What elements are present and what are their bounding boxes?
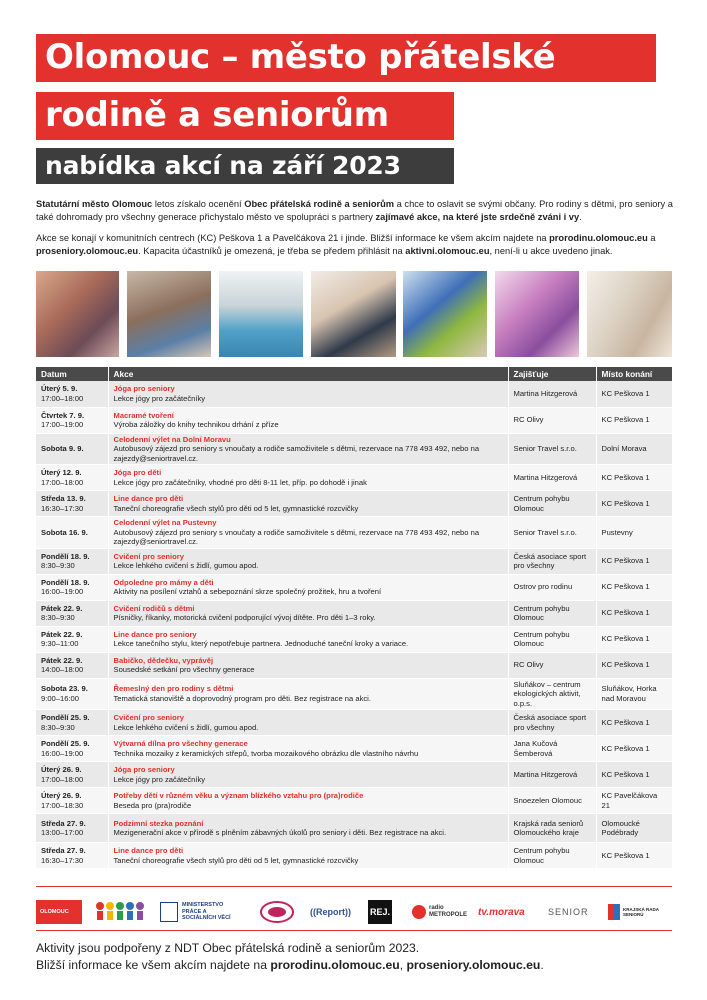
cell-date xyxy=(36,381,108,407)
event-time: 16:30–17:30 xyxy=(41,503,84,513)
cell-organizer: Senior Travel s.r.o. xyxy=(508,517,596,549)
krajska-flag-icon xyxy=(608,904,620,920)
event-day: Sobota 9. 9. xyxy=(41,444,84,453)
event-time: 17:00–18:00 xyxy=(41,393,84,403)
event-day: Pátek 22. 9. xyxy=(41,603,83,613)
cell-event xyxy=(108,736,508,762)
table-row xyxy=(36,843,672,869)
logo-mpsv: MINISTERSTVO PRÁCE A SOCIÁLNÍCH VĚCÍ xyxy=(160,900,244,924)
moravia-badge-icon xyxy=(260,901,294,923)
cell-date xyxy=(36,433,108,465)
cell-organizer: Jana Kučová Šemberová xyxy=(508,736,596,762)
event-time: 8:30–9:30 xyxy=(41,722,75,732)
photo-macrame xyxy=(587,271,672,357)
cell-venue: Sluňákov, Horka nad Moravou xyxy=(596,678,672,710)
table-row xyxy=(36,491,672,517)
cell-organizer: Centrum pohybu Olomouc xyxy=(508,843,596,869)
cell-organizer: Martina Hitzgerová xyxy=(508,762,596,788)
cell-venue: KC Peškova 1 xyxy=(596,491,672,517)
cell-date xyxy=(36,548,108,574)
cell-venue: KC Peškova 1 xyxy=(596,465,672,491)
event-title: Podzimní stezka poznání xyxy=(113,818,204,828)
event-day: Středa 27. 9. xyxy=(41,818,86,828)
event-day: Úterý 26. 9. xyxy=(41,765,82,774)
event-time: 16:30–17:30 xyxy=(41,855,84,865)
event-title: Macramé tvoření xyxy=(113,410,174,420)
divider-top xyxy=(36,886,672,887)
cell-organizer: Ostrov pro rodinu xyxy=(508,574,596,600)
photo-strip xyxy=(36,271,672,357)
cell-date xyxy=(36,678,108,710)
event-time: 17:00–19:00 xyxy=(41,420,84,429)
event-title: Jóga pro děti xyxy=(113,468,162,477)
footer-link-proseniory[interactable]: proseniory.olomouc.eu xyxy=(406,958,541,972)
logo-radio-metropole: radio METROPOLE xyxy=(412,900,468,924)
table-row xyxy=(36,574,672,600)
cell-organizer: RC Olivy xyxy=(508,407,596,433)
event-title: Line dance pro seniory xyxy=(113,629,197,639)
event-description: Lekce lehkého cvičení s židlí, gumou apod. xyxy=(113,561,259,570)
event-time: 17:00–18:00 xyxy=(41,774,84,784)
event-day: Úterý 26. 9. xyxy=(41,791,82,800)
cell-date xyxy=(36,788,108,814)
photo-family-yoga xyxy=(311,271,396,357)
event-description: Taneční choreografie všech stylů pro děti od 5 let, gymnastické rozcvičky xyxy=(113,503,359,513)
cell-date xyxy=(36,491,108,517)
photo-children-playing xyxy=(403,271,487,357)
event-day: Sobota 16. 9. xyxy=(41,527,88,537)
event-title: Celodenní výlet na Pustevny xyxy=(113,518,217,527)
event-title: Odpoledne pro mámy a děti xyxy=(113,577,214,587)
event-description: Lekce jógy pro začátečníky, vhodné pro děti 8-11 let, příp. po dohodě i jinak xyxy=(113,477,367,487)
cell-date xyxy=(36,600,108,626)
header-event: Akce xyxy=(108,367,508,381)
event-day: Pondělí 18. 9. xyxy=(41,551,90,561)
event-day: Pondělí 25. 9. xyxy=(41,713,90,722)
header-organizer: Zajišťuje xyxy=(508,367,596,381)
footer-link-prorodinu[interactable]: prorodinu.olomouc.eu xyxy=(270,958,400,972)
logo-olomouc: OLOMOUC xyxy=(36,900,82,924)
cell-event xyxy=(108,548,508,574)
cell-organizer: RC Olivy xyxy=(508,652,596,678)
table-header-row xyxy=(36,367,672,381)
cell-date xyxy=(36,710,108,736)
cell-event xyxy=(108,491,508,517)
cell-organizer: Martina Hitzgerová xyxy=(508,381,596,407)
event-time: 16:00–19:00 xyxy=(41,748,84,758)
event-description: Beseda pro (pra)rodiče xyxy=(113,800,192,810)
header-date: Datum xyxy=(36,367,108,381)
event-description: Tematická stanoviště a doprovodný program pro děti. Bez registrace na akci. xyxy=(113,693,371,703)
event-time: 13:00–17:00 xyxy=(41,828,84,837)
event-day: Pondělí 18. 9. xyxy=(41,577,90,587)
event-title: Cvičení pro seniory xyxy=(113,713,184,722)
table-row xyxy=(36,762,672,788)
event-day: Úterý 5. 9. xyxy=(41,384,78,394)
cell-organizer: Krajská rada seniorů Olomouckého kraje xyxy=(508,814,596,843)
cell-organizer: Centrum pohybu Olomouc xyxy=(508,600,596,626)
table-row xyxy=(36,465,672,491)
cell-organizer: Česká asociace sport pro všechny xyxy=(508,710,596,736)
event-description: Lekce jógy pro začátečníky xyxy=(113,393,206,403)
event-description: Autobusový zájezd pro seniory s vnoučaty a rodiče samoživitele s dětmi, rezervace na 778 493 492, nebo na zajezdy@seniortravel.cz. xyxy=(113,527,480,546)
intro-paragraph-2: Akce se konají v komunitních centrech (KC) Peškova 1 a Pavelčákova 21 i jinde. Bližší informace ke všem akcím najdete na prorodinu.olomouc.eu a proseniory.olomouc.eu. Kapacita účastníků je omezená, je třeba se předem přihlásit na aktivni.olomouc.eu, není-li u akce uvedeno jinak. xyxy=(36,233,656,256)
cell-event xyxy=(108,407,508,433)
event-day: Pátek 22. 9. xyxy=(41,655,83,665)
events-table xyxy=(36,367,673,869)
event-description: Aktivity na posílení vztahů a sebepoznání skrze společný prožitek, hru a tvoření xyxy=(113,587,382,596)
table-row xyxy=(36,517,672,549)
partner-logos xyxy=(36,898,672,926)
event-day: Pondělí 25. 9. xyxy=(41,739,90,748)
cell-date xyxy=(36,626,108,652)
logo-rej: REJ. xyxy=(368,900,392,924)
table-row xyxy=(36,788,672,814)
cell-venue: KC Peškova 1 xyxy=(596,652,672,678)
photo-senior-exercise xyxy=(219,271,303,357)
table-row xyxy=(36,814,672,843)
event-time: 9:00–16:00 xyxy=(41,693,80,703)
photo-grandparents-reading xyxy=(127,271,211,357)
event-title: Jóga pro seniory xyxy=(113,765,175,774)
event-time: 8:30–9:30 xyxy=(41,561,75,570)
cell-venue: KC Peškova 1 xyxy=(596,843,672,869)
event-title: Line dance pro děti xyxy=(113,846,184,855)
cell-venue: Dolní Morava xyxy=(596,433,672,465)
event-time: 17:00–18:00 xyxy=(41,477,84,487)
logo-tv-morava: tv.morava xyxy=(478,906,525,918)
table-row xyxy=(36,433,672,465)
photo-girls-crafting xyxy=(495,271,579,357)
cell-event xyxy=(108,626,508,652)
cell-date xyxy=(36,814,108,843)
family-figures-icon xyxy=(94,900,146,924)
cell-date xyxy=(36,736,108,762)
event-time: 14:00–18:00 xyxy=(41,665,84,674)
title-line-1: Olomouc – město přátelské xyxy=(36,34,656,82)
event-time: 9:30–11:00 xyxy=(41,639,79,648)
event-day: Čtvrtek 7. 9. xyxy=(41,410,85,420)
event-day: Pátek 22. 9. xyxy=(41,629,83,639)
event-title: Cvičení pro seniory xyxy=(113,551,184,561)
cell-date xyxy=(36,517,108,549)
event-title: Potřeby dětí v různém věku a význam blízkého vztahu pro (pra)rodiče xyxy=(113,791,364,800)
table-row xyxy=(36,736,672,762)
cell-event xyxy=(108,433,508,465)
event-description: Mezigenerační akce v přírodě s plněním zábavných úkolů pro seniory i děti. Bez registrace na akci. xyxy=(113,828,447,837)
cell-venue: KC Pavelčákova 21 xyxy=(596,788,672,814)
header-venue: Místo konání xyxy=(596,367,672,381)
cell-venue: KC Peškova 1 xyxy=(596,762,672,788)
cell-event xyxy=(108,574,508,600)
event-description: Lekce tanečního stylu, který nepotřebuje partnera. Jednoduché taneční kroky a variace. xyxy=(113,639,409,648)
logo-moravia xyxy=(260,900,296,924)
logo-senior-travel: SENIOR xyxy=(548,907,589,917)
event-title: Line dance pro děti xyxy=(113,494,184,503)
table-row xyxy=(36,710,672,736)
event-description: Autobusový zájezd pro seniory s vnoučaty a rodiče samoživitele s dětmi, rezervace na 778 493 492, nebo na zajezdy@seniortravel.cz. xyxy=(113,444,480,463)
cell-event xyxy=(108,814,508,843)
cell-venue: KC Peškova 1 xyxy=(596,736,672,762)
cell-organizer: Centrum pohybu Olomouc xyxy=(508,626,596,652)
cell-organizer: Martina Hitzgerová xyxy=(508,465,596,491)
table-row xyxy=(36,678,672,710)
event-description: Písničky, říkanky, motorická cvičení podporující vývoj dítěte. Pro děti 1–3 roky. xyxy=(113,613,376,622)
photo-yoga xyxy=(36,271,119,357)
cell-event xyxy=(108,600,508,626)
cell-event xyxy=(108,465,508,491)
cell-venue: KC Peškova 1 xyxy=(596,407,672,433)
event-time: 16:00–19:00 xyxy=(41,587,84,596)
cell-date xyxy=(36,843,108,869)
cell-venue: KC Peškova 1 xyxy=(596,548,672,574)
cell-organizer: Snoezelen Olomouc xyxy=(508,788,596,814)
cell-date xyxy=(36,407,108,433)
cell-venue: Pustevny xyxy=(596,517,672,549)
cell-organizer: Sluňákov – centrum ekologických aktivit, o.p.s. xyxy=(508,678,596,710)
cell-event xyxy=(108,381,508,407)
event-title: Cvičení rodičů s dětmi xyxy=(113,603,195,613)
event-title: Celodenní výlet na Dolní Moravu xyxy=(113,434,231,444)
event-title: Babičko, dědečku, vyprávěj xyxy=(113,655,214,665)
event-description: Taneční choreografie všech stylů pro děti od 5 let, gymnastické rozcvičky xyxy=(113,855,359,865)
cell-organizer: Česká asociace sport pro všechny xyxy=(508,548,596,574)
event-title: Výtvarná dílna pro všechny generace xyxy=(113,739,248,748)
cell-organizer: Centrum pohybu Olomouc xyxy=(508,491,596,517)
footer-info-text: Bližší informace ke všem akcím najdete na prorodinu.olomouc.eu, proseniory.olomouc.eu. xyxy=(36,958,544,972)
event-day: Středa 27. 9. xyxy=(41,846,86,855)
cell-organizer: Senior Travel s.r.o. xyxy=(508,433,596,465)
event-day: Středa 13. 9. xyxy=(41,494,86,503)
table-row xyxy=(36,626,672,652)
event-description: Sousedské setkání pro všechny generace xyxy=(113,665,255,674)
cell-venue: KC Peškova 1 xyxy=(596,710,672,736)
cell-date xyxy=(36,465,108,491)
cell-date xyxy=(36,762,108,788)
cell-venue: KC Peškova 1 xyxy=(596,600,672,626)
cell-event xyxy=(108,843,508,869)
cell-event xyxy=(108,762,508,788)
divider-bottom xyxy=(36,930,672,931)
logo-krajska-rada: KRAJSKÁ RADA SENIORŮ xyxy=(608,900,672,924)
event-description: Výroba záložky do knihy technikou drhání z příze xyxy=(113,420,279,429)
radio-play-icon xyxy=(412,905,426,919)
subtitle-band: nabídka akcí na září 2023 xyxy=(36,148,454,184)
event-day: Sobota 23. 9. xyxy=(41,684,88,694)
event-description: Lekce lehkého cvičení s židlí, gumou apod. xyxy=(113,722,259,732)
event-day: Úterý 12. 9. xyxy=(41,468,82,477)
title-line-2: rodině a seniorům xyxy=(36,92,454,140)
cell-venue: KC Peškova 1 xyxy=(596,381,672,407)
footer-support-text: Aktivity jsou podpořeny z NDT Obec přátelská rodině a seniorům 2023. xyxy=(36,941,420,955)
event-time: 17:00–18:30 xyxy=(41,800,84,810)
table-row xyxy=(36,548,672,574)
cell-venue: KC Peškova 1 xyxy=(596,574,672,600)
mpsv-emblem-icon xyxy=(160,902,178,922)
table-row xyxy=(36,381,672,407)
event-description: Technika mozaiky z keramických střepů, tvorba mozaikového obrázku dle vlastního návrhu xyxy=(113,748,419,758)
cell-venue: KC Peškova 1 xyxy=(596,626,672,652)
event-title: Řemeslný den pro rodiny s dětmi xyxy=(113,684,234,694)
cell-event xyxy=(108,678,508,710)
cell-date xyxy=(36,574,108,600)
cell-venue: Olomoucké Podébrady xyxy=(596,814,672,843)
intro-paragraph-1: Statutární město Olomouc letos získalo ocenění Obec přátelská rodině a seniorům a chce to oslavit se svými občany. Pro rodiny s dětmi, pro seniory a také dohromady pro všechny generace přichystalo město ve spolupráci s partnery zajímavé akce, na které jste srdečně zváni i vy. xyxy=(36,199,673,222)
logo-report: (( Report )) xyxy=(310,907,351,917)
cell-event xyxy=(108,710,508,736)
table-row xyxy=(36,407,672,433)
event-description: Lekce jógy pro začátečníky xyxy=(113,774,206,784)
logo-family-figures xyxy=(94,900,146,924)
cell-date xyxy=(36,652,108,678)
table-row xyxy=(36,652,672,678)
event-time: 8:30–9:30 xyxy=(41,613,75,622)
table-row xyxy=(36,600,672,626)
cell-event xyxy=(108,652,508,678)
cell-event xyxy=(108,517,508,549)
event-title: Jóga pro seniory xyxy=(113,384,175,394)
cell-event xyxy=(108,788,508,814)
